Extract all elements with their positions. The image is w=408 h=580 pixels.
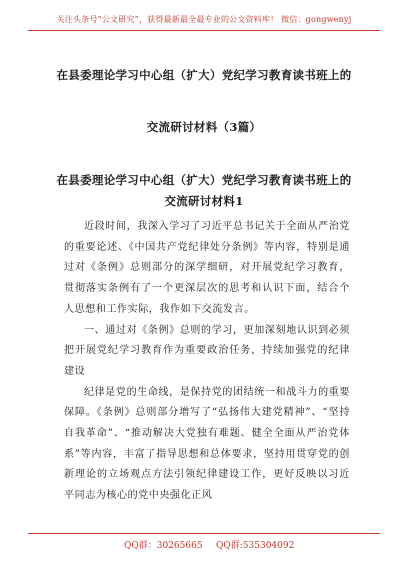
footer-divider <box>28 533 380 550</box>
main-title-line1: 在县委理论学习中心组（扩大）党纪学习教育读书班上的 <box>56 68 352 82</box>
header-banner: 关注头条号“公文研究”，获得最新最全最专业的公文资料库！ 微信：gongwenyj <box>56 15 352 24</box>
sub-title-line2: 交流研讨材料1 <box>164 194 244 208</box>
document-body <box>64 217 350 507</box>
paragraph-section-heading: 一、通过对《条例》总则的学习，更加深刻地认识到必须把开展党纪学习教育作为重要政治任务，持续加强党的纪律建设 <box>64 324 350 377</box>
main-title-line2: 交流研讨材料（3篇） <box>146 120 262 134</box>
header-divider <box>28 30 380 31</box>
sub-title-line1: 在县委理论学习中心组（扩大）党纪学习教育读书班上的 <box>56 173 352 187</box>
footer-qq-group-1: QQ群：30265665 <box>124 541 203 551</box>
paragraph-discipline: 纪律是党的生命线，是保持党的团结统一和战斗力的重要保障。《条例》总则部分增写了“弘扬伟大建党精神”、“坚持自我革命”、“推动解决大党独有难题、健全全面从严治党体系”等内容，丰富了指导思想和总体要求，坚持用贯穿党的创新理论的立场观点方法引领纪律建设工作，更好反映以习近平同志为核心的党中央强化正风 <box>64 386 350 502</box>
paragraph-intro: 近段时间，我深入学习了习近平总书记关于全面从严治党的重要论述、《中国共产党纪律处分条例》等内容，特别是通过对《条例》总则部分的深学细研，对开展党纪学习教育，贯彻落实条例有了一个更深层次的思考和认识下面，结合个人思想和工作实际，我作如下交流发言。 <box>64 221 350 315</box>
footer-qq-group-2: QQ群:535304092 <box>216 541 295 551</box>
